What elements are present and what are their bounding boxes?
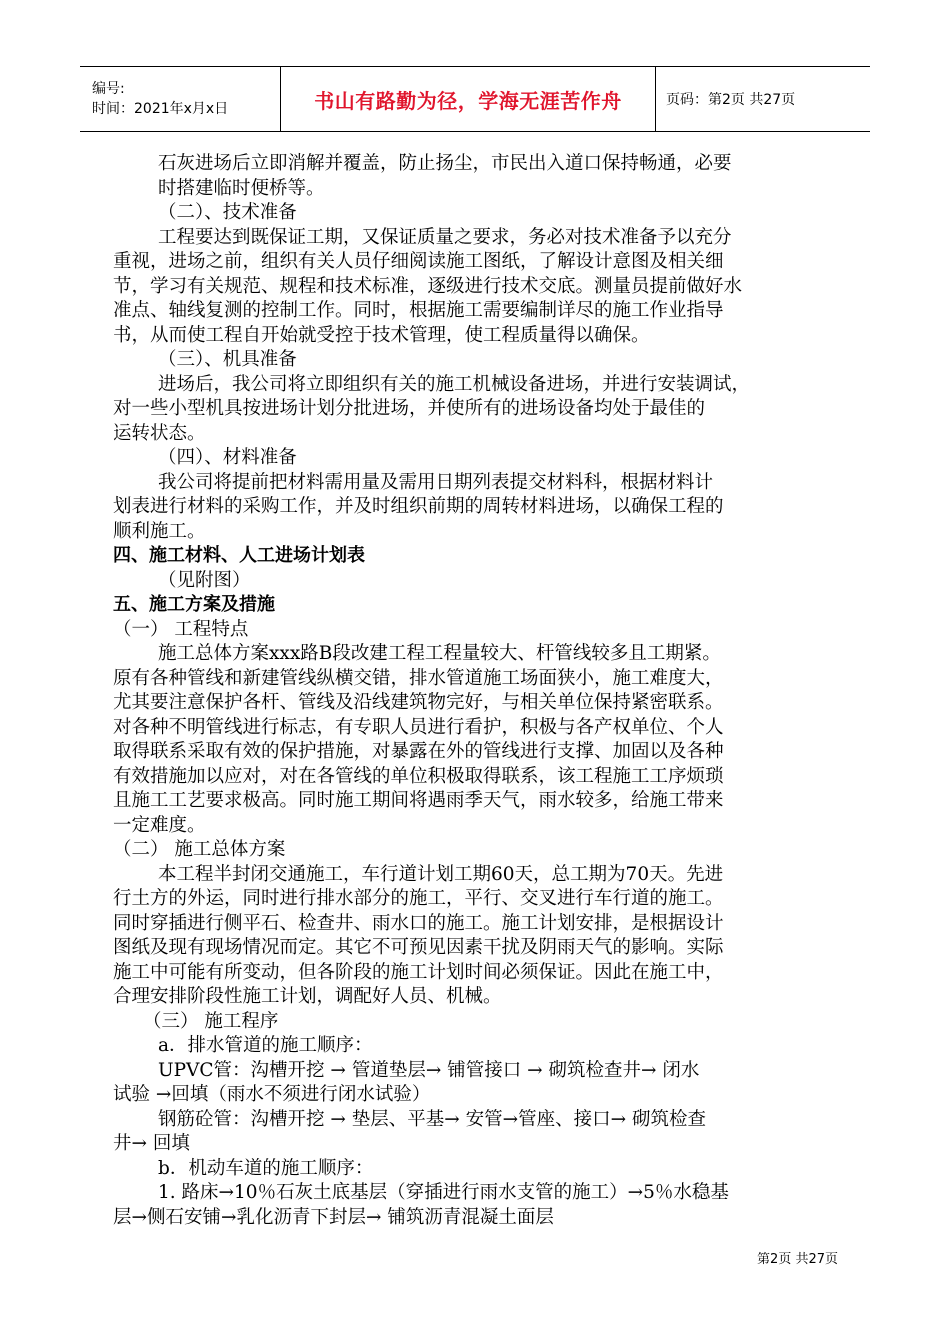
body-line: 重视，进场之前，组织有关人员仔细阅读施工图纸，了解设计意图及相关细	[113, 251, 724, 272]
body-line: 准点、轴线复测的控制工作。同时，根据施工需要编制详尽的施工作业指导	[113, 300, 724, 321]
chapter-heading: 五、施工方案及措施	[113, 594, 275, 615]
section-heading: （一） 工程特点	[113, 618, 249, 640]
body-line: 一定难度。	[113, 814, 206, 836]
section-heading: （三）、机具准备	[158, 349, 297, 370]
body-line: 1. 路床→10％石灰土底基层（穿插进行雨水支管的施工）→5％水稳基	[158, 1182, 729, 1203]
body-line: （见附图）	[158, 569, 251, 591]
body-line: 试验 →回填（雨水不须进行闭水试验）	[113, 1084, 431, 1105]
body-line: 且施工工艺要求极高。同时施工期间将遇雨季天气，雨水较多，给施工带来	[113, 790, 724, 811]
page-header	[80, 66, 870, 132]
body-line: 划表进行材料的采购工作，并及时组织前期的周转材料进场，以确保工程的	[113, 496, 724, 517]
header-motto: 书山有路勤为径，学海无涯苦作舟	[280, 67, 656, 131]
body-line: 工程要达到既保证工期，又保证质量之要求，务必对技术准备予以充分	[158, 226, 732, 248]
body-line: 顺利施工。	[113, 520, 206, 542]
page-footer: 第2页 共27页	[757, 1252, 838, 1267]
body-line: 行土方的外运，同时进行排水部分的施工，平行、交叉进行车行道的施工。	[113, 888, 724, 909]
body-line: 我公司将提前把材料需用量及需用日期列表提交材料科，根据材料计	[158, 471, 714, 493]
doc-number-label: 编号:	[92, 81, 125, 97]
header-meta	[80, 67, 280, 131]
body-line: 原有各种管线和新建管线纵横交错，排水管道施工场面狭小，施工难度大，	[113, 667, 724, 689]
section-heading: （二） 施工总体方案	[113, 839, 286, 860]
body-line: 进场后，我公司将立即组织有关的施工机械设备进场，并进行安装调试，	[158, 373, 751, 395]
body-line: 井→ 回填	[113, 1133, 190, 1154]
body-line: 对一些小型机具按进场计划分批进场，并使所有的进场设备均处于最佳的	[113, 398, 706, 419]
body-line: 运转状态。	[113, 422, 206, 444]
chapter-heading: 四、施工材料、人工进场计划表	[113, 545, 365, 566]
body-line: 对各种不明管线进行标志，有专职人员进行看护，积极与各产权单位、个人	[113, 716, 724, 738]
body-line: 书，从而使工程自开始就受控于技术管理，使工程质量得以确保。	[113, 324, 650, 346]
body-line: 取得联系采取有效的保护措施，对暴露在外的管线进行支撑、加固以及各种	[113, 741, 724, 762]
body-line: UPVC管：沟槽开挖 → 管道垫层→ 铺管接口 → 砌筑检查井→ 闭水	[158, 1059, 700, 1081]
header-page-info: 页码：第2页 共27页	[666, 92, 796, 108]
body-line: 有效措施加以应对，对在各管线的单位积极取得联系，该工程施工工序烦琐	[113, 765, 724, 787]
body-line: b．机动车道的施工顺序：	[158, 1157, 374, 1179]
body-line: 合理安排阶段性施工计划，调配好人员、机械。	[113, 986, 502, 1007]
body-line: 节，学习有关规范、规程和技术标准，逐级进行技术交底。测量员提前做好水	[113, 275, 743, 297]
body-line: 时搭建临时便桥等。	[158, 177, 325, 199]
body-line: 尤其要注意保护各杆、管线及沿线建筑物完好，与相关单位保持紧密联系。	[113, 692, 724, 713]
section-heading: （四）、材料准备	[158, 447, 297, 468]
body-line: 石灰进场后立即消解并覆盖，防止扬尘，市民出入道口保持畅通，必要	[158, 153, 732, 174]
body-line: 施工中可能有所变动，但各阶段的施工计划时间必须保证。因此在施工中，	[113, 961, 724, 983]
doc-time-label: 时间：2021年x月x日	[92, 101, 229, 117]
section-heading: （三） 施工程序	[143, 1010, 279, 1032]
body-line: 图纸及现有现场情况而定。其它不可预见因素干扰及阴雨天气的影响。实际	[113, 937, 724, 958]
body-line: 钢筋砼管：沟槽开挖 → 垫层、平基→ 安管→管座、接口→ 砌筑检查	[158, 1108, 707, 1130]
body-line: 施工总体方案xxx路B段改建工程工程量较大、杆管线较多且工期紧。	[158, 643, 721, 664]
document-body	[113, 152, 843, 1230]
body-line: a．排水管道的施工顺序：	[158, 1035, 373, 1056]
body-line: 本工程半封闭交通施工，车行道计划工期60天，总工期为70天。先进	[158, 863, 724, 885]
body-line: 同时穿插进行侧平石、检查井、雨水口的施工。施工计划安排，是根据设计	[113, 912, 724, 934]
body-line: 层→侧石安铺→乳化沥青下封层→ 铺筑沥青混凝土面层	[113, 1206, 554, 1228]
section-heading: （二）、技术准备	[158, 202, 297, 223]
